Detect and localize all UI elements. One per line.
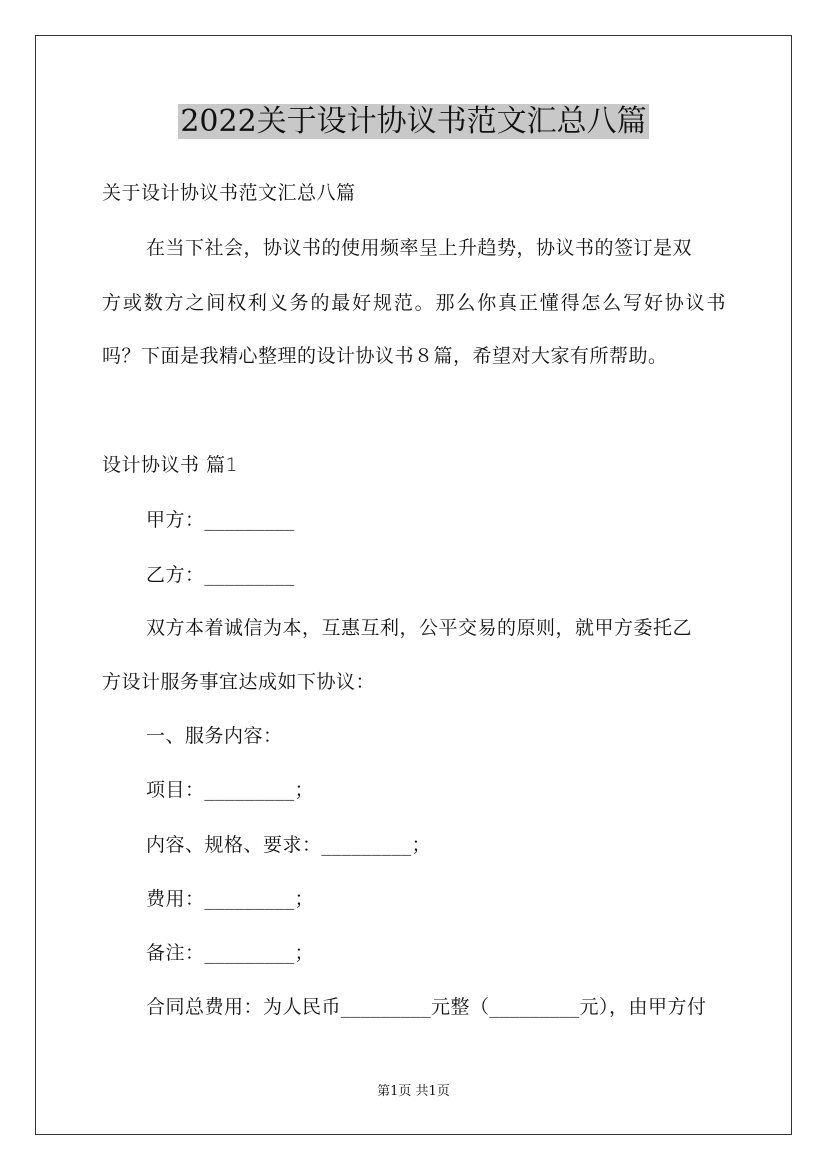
- party-a-field: 甲方：_________: [146, 509, 295, 531]
- total-fee-line: 合同总费用：为人民币_________元整（_________元），由甲方付: [146, 996, 707, 1018]
- item-remarks: 备注：_________；: [146, 942, 315, 964]
- document-title: 2022关于设计协议书范文汇总八篇: [180, 104, 647, 139]
- party-b-field: 乙方：_________: [146, 564, 295, 586]
- body-line-2: 方设计服务事宜达成如下协议：: [102, 671, 376, 693]
- item-fee: 费用：_________；: [146, 888, 315, 910]
- item-content-spec: 内容、规格、要求：_________；: [146, 834, 432, 856]
- page-footer: 第1页 共1页: [377, 1084, 450, 1099]
- section-heading: 设计协议书 篇1: [102, 454, 239, 476]
- document-subtitle: 关于设计协议书范文汇总八篇: [102, 182, 356, 204]
- intro-line-3: 吗？下面是我精心整理的设计协议书８篇，希望对大家有所帮助。: [102, 345, 668, 367]
- service-heading: 一、服务内容：: [146, 725, 283, 747]
- intro-line-2: 方或数方之间权利义务的最好规范。那么你真正懂得怎么写好协议书: [102, 292, 726, 314]
- body-line-1: 双方本着诚信为本，互惠互利，公平交易的原则，就甲方委托乙: [146, 617, 693, 639]
- item-project: 项目：_________；: [146, 779, 315, 801]
- intro-line-1: 在当下社会，协议书的使用频率呈上升趋势，协议书的签订是双: [146, 237, 693, 259]
